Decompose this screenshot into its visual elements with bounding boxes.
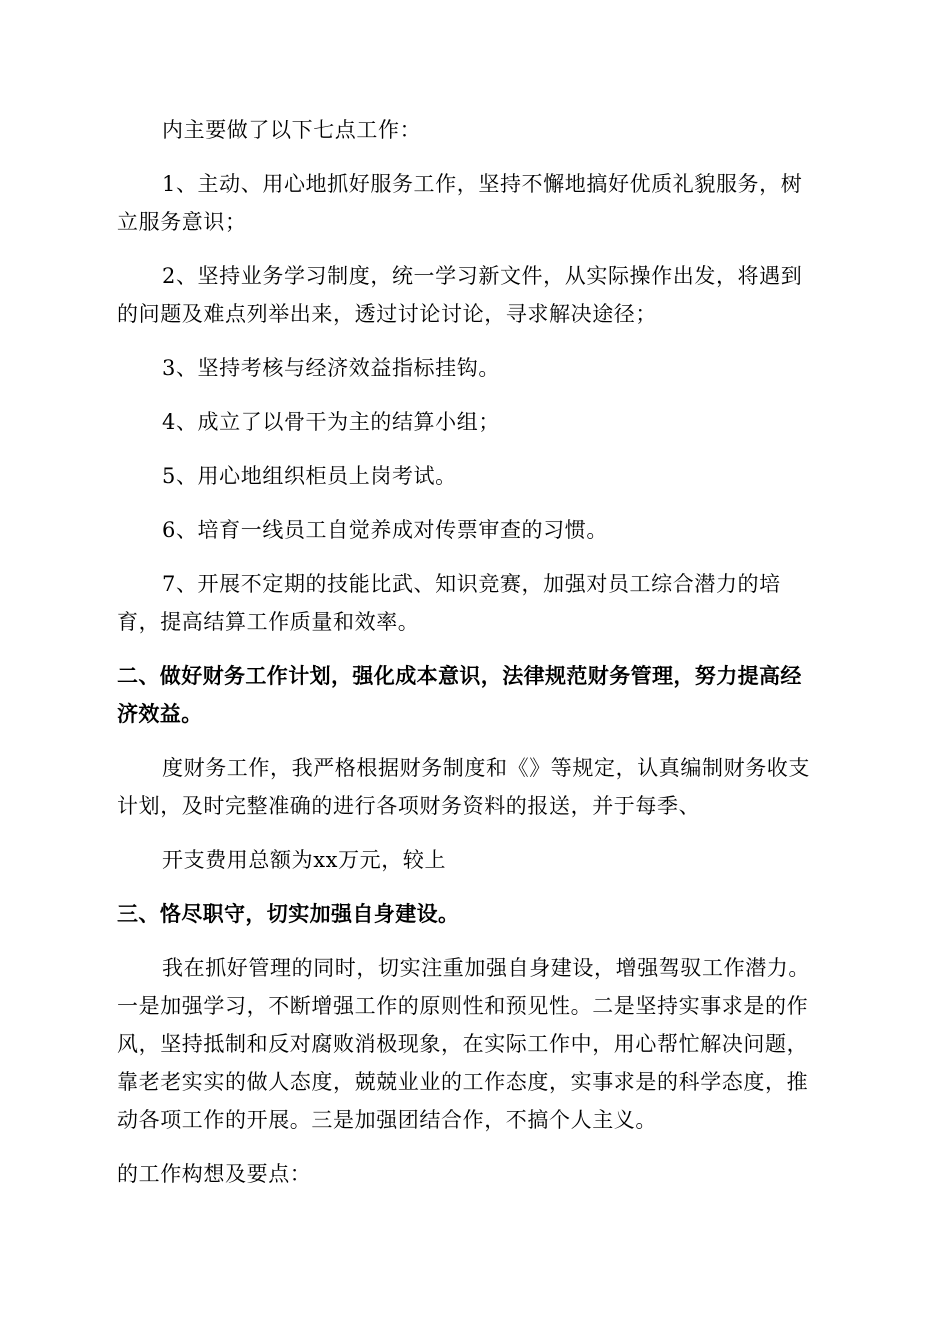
- list-item-5: 5、用心地组织柜员上岗考试。: [162, 464, 457, 488]
- paragraph-line: 风，坚持抵制和反对腐败消极现象，在实际工作中，用心帮忙解决问题，: [117, 1032, 809, 1056]
- list-item-1-cont: 立服务意识；: [117, 210, 247, 234]
- paragraph-line: 动各项工作的开展。三是加强团结合作，不搞个人主义。: [117, 1108, 657, 1132]
- paragraph-line: 度财务工作，我严格根据财务制度和《》等规定，认真编制财务收支: [162, 756, 810, 780]
- paragraph-line: 开支费用总额为xx万元，较上: [162, 848, 447, 872]
- section-heading-2: 二、做好财务工作计划，强化成本意识，法律规范财务管理，努力提高经: [117, 664, 802, 688]
- section-heading-2-cont: 济效益。: [117, 702, 203, 726]
- list-item-3: 3、坚持考核与经济效益指标挂钩。: [162, 356, 500, 380]
- paragraph-line: 一是加强学习，不断增强工作的原则性和预见性。二是坚持实事求是的作: [117, 994, 809, 1018]
- section-heading-3: 三、恪尽职守，切实加强自身建设。: [117, 902, 460, 926]
- list-item-4: 4、成立了以骨干为主的结算小组；: [162, 410, 500, 434]
- paragraph-line: 的工作构想及要点：: [117, 1162, 312, 1186]
- list-item-1: 1、主动、用心地抓好服务工作，坚持不懈地搞好优质礼貌服务，树: [162, 172, 803, 196]
- paragraph-line: 我在抓好管理的同时，切实注重加强自身建设，增强驾驭工作潜力。: [162, 956, 810, 980]
- list-item-7-cont: 育，提高结算工作质量和效率。: [117, 610, 420, 634]
- list-item-6: 6、培育一线员工自觉养成对传票审查的习惯。: [162, 518, 608, 542]
- list-item-7: 7、开展不定期的技能比武、知识竞赛，加强对员工综合潜力的培: [162, 572, 781, 596]
- list-item-2-cont: 的问题及难点列举出来，透过讨论讨论，寻求解决途径；: [117, 302, 657, 326]
- list-item-2: 2、坚持业务学习制度，统一学习新文件，从实际操作出发，将遇到: [162, 264, 803, 288]
- paragraph-line: 计划，及时完整准确的进行各项财务资料的报送，并于每季、: [117, 794, 701, 818]
- paragraph-line: 靠老老实实的做人态度，兢兢业业的工作态度，实事求是的科学态度，推: [117, 1070, 809, 1094]
- paragraph-line: 内主要做了以下七点工作：: [162, 118, 422, 142]
